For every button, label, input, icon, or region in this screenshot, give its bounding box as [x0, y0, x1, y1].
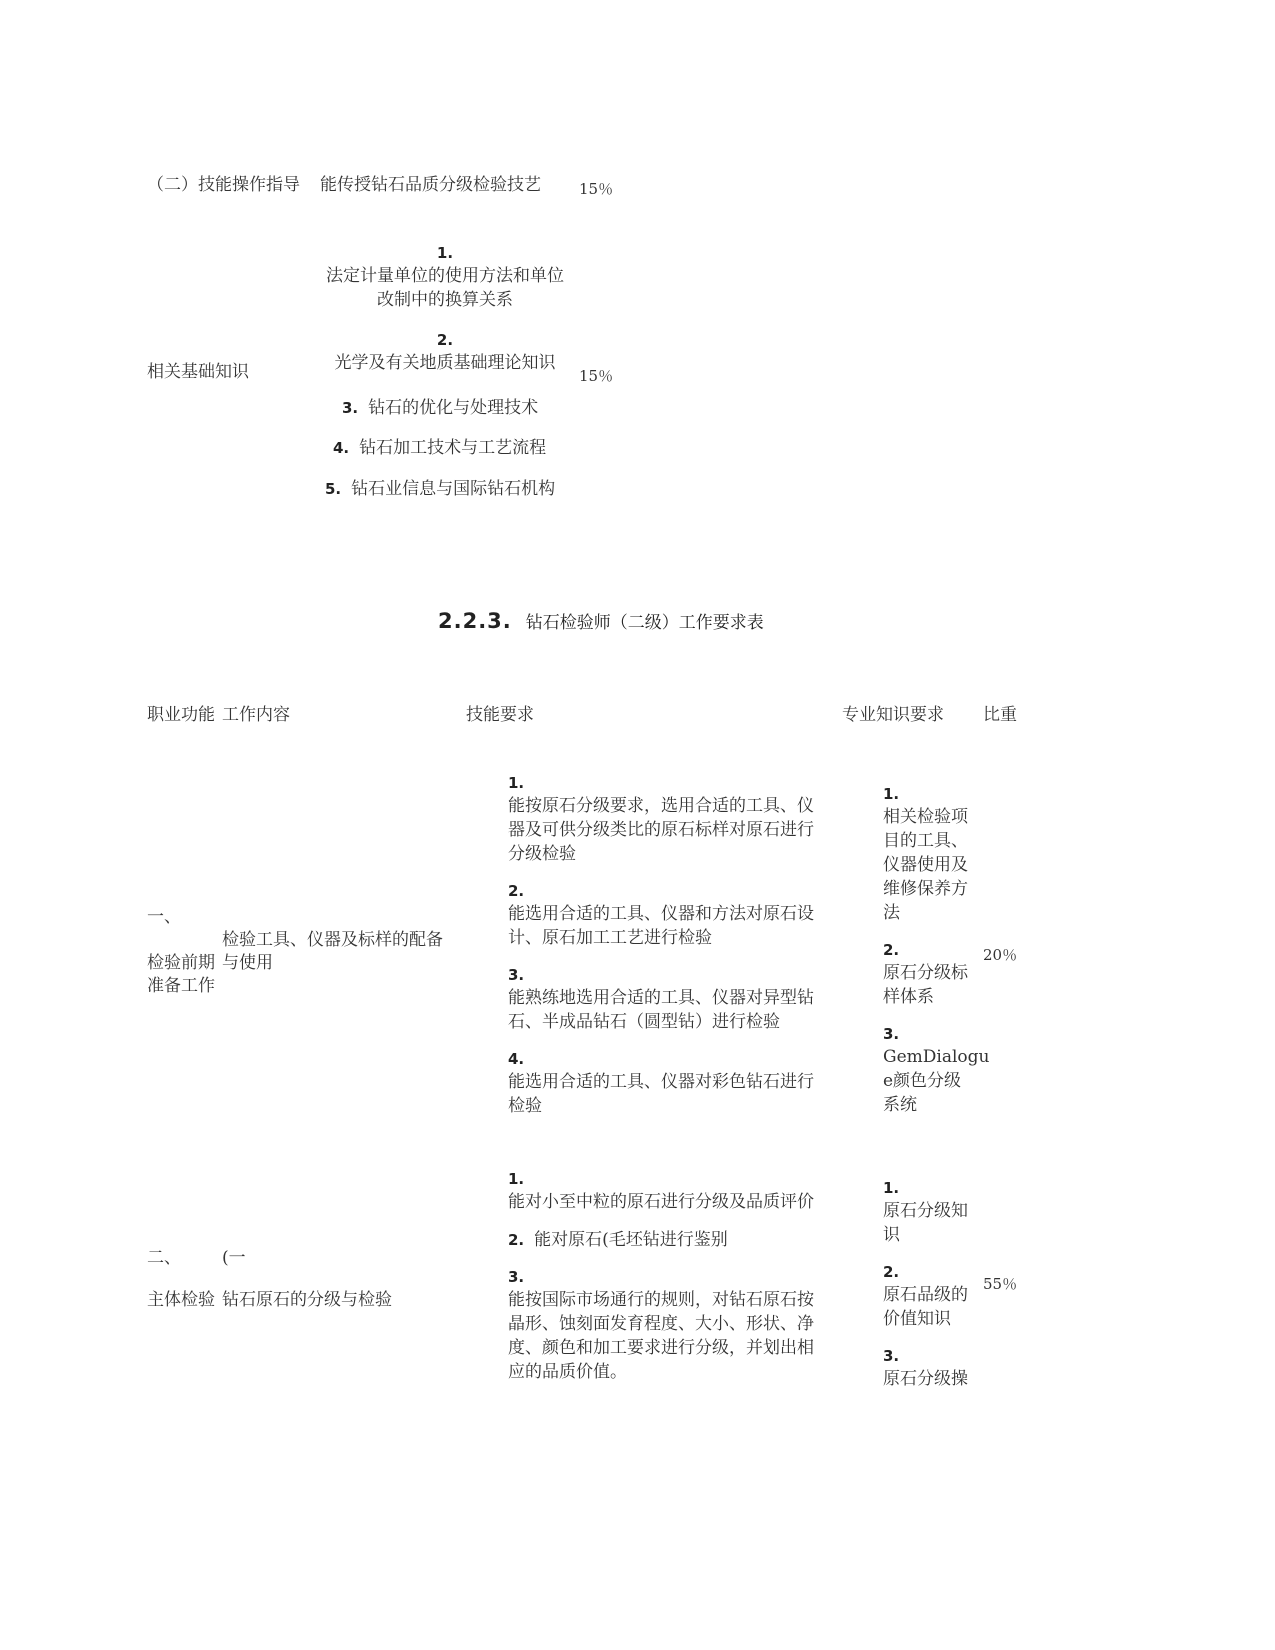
row1-function-line1: 一、	[147, 907, 181, 927]
skill-item	[508, 772, 838, 866]
knowledge-line: 维修保养方	[883, 879, 968, 899]
skill-number: 3.	[508, 966, 525, 984]
skill-line: 器及可供分级类比的原石标样对原石进行	[508, 820, 814, 840]
item-number: 4.	[333, 439, 350, 457]
skill-item	[508, 1048, 838, 1118]
knowledge-line: 原石分级操	[883, 1369, 968, 1389]
top-row1-skill: 能传授钻石品质分级检验技艺	[320, 175, 541, 195]
item-text: 光学及有关地质基础理论知识	[334, 353, 556, 373]
top-row1-weight: 15％	[579, 180, 614, 198]
row2-skills	[508, 1168, 838, 1398]
knowledge-line: 样体系	[883, 987, 934, 1007]
skill-line: 度、颜色和加工要求进行分级，并划出相	[508, 1338, 814, 1358]
knowledge-item	[883, 1345, 983, 1391]
knowledge-item	[883, 783, 983, 925]
knowledge-number: 2.	[883, 941, 900, 959]
row1-content-line1: 检验工具、仪器及标样的配备	[222, 930, 443, 950]
item-text-line1: 法定计量单位的使用方法和单位	[326, 266, 564, 286]
knowledge-line: 相关检验项	[883, 807, 968, 827]
row1-knowledge	[883, 783, 990, 1131]
skill-line: 能选用合适的工具、仪器和方法对原石设	[508, 904, 814, 924]
knowledge-line: 原石品级的	[883, 1285, 968, 1305]
knowledge-line: 识	[883, 1225, 900, 1245]
row1-content-line2: 与使用	[222, 953, 273, 973]
row1-function-line3: 准备工作	[147, 976, 215, 996]
skill-item	[508, 1168, 838, 1214]
row2-content-line1: (一	[222, 1248, 246, 1268]
knowledge-line: 原石分级标	[883, 963, 968, 983]
skill-line: 分级检验	[508, 844, 576, 864]
skill-number: 3.	[508, 1268, 525, 1286]
skill-number: 1.	[508, 774, 525, 792]
row1-weight: 20％	[983, 946, 1018, 964]
skill-line: 能熟练地选用合适的工具、仪器对异型钻	[508, 988, 814, 1008]
skill-line: 检验	[508, 1096, 542, 1116]
skill-line: 能对小至中粒的原石进行分级及品质评价	[508, 1192, 814, 1212]
skill-item	[508, 880, 838, 950]
knowledge-line: 价值知识	[883, 1309, 951, 1329]
top-row2-weight: 15％	[579, 367, 614, 385]
skill-item	[508, 964, 838, 1034]
top-row2-item-5	[325, 474, 555, 499]
header-function: 职业功能	[147, 705, 215, 725]
skill-number: 2.	[508, 882, 525, 900]
row1-function-line2: 检验前期	[147, 953, 215, 973]
header-knowledge: 专业知识要求	[842, 705, 944, 725]
knowledge-line: 仪器使用及	[883, 855, 968, 875]
knowledge-number: 2.	[883, 1263, 900, 1281]
knowledge-line: 系统	[883, 1095, 917, 1115]
skill-line: 应的品质价值。	[508, 1362, 627, 1382]
knowledge-number: 1.	[883, 785, 900, 803]
skill-item	[508, 1228, 838, 1252]
section-number: 2.2.3.	[438, 609, 512, 633]
skill-line: 石、半成品钻石（圆型钻）进行检验	[508, 1012, 780, 1032]
row2-function-line2: 主体检验	[147, 1290, 215, 1310]
top-row2-item-1	[310, 242, 580, 312]
knowledge-number: 3.	[883, 1025, 900, 1043]
item-text-line2: 改制中的换算关系	[377, 290, 513, 310]
knowledge-item	[883, 1261, 983, 1331]
knowledge-number: 3.	[883, 1347, 900, 1365]
knowledge-line: 法	[883, 903, 900, 923]
item-text: 钻石业信息与国际钻石机构	[351, 479, 556, 499]
top-row2-item-3	[342, 393, 538, 418]
top-row2-item-2	[310, 329, 580, 375]
header-content: 工作内容	[222, 705, 290, 725]
row2-knowledge	[883, 1177, 983, 1405]
top-row1-work-content: （二）技能操作指导	[147, 175, 300, 195]
knowledge-line: 原石分级知	[883, 1201, 968, 1221]
skill-line: 能选用合适的工具、仪器对彩色钻石进行	[508, 1072, 814, 1092]
header-skill: 技能要求	[466, 705, 534, 725]
section-title: 钻石检验师（二级）工作要求表	[525, 613, 764, 633]
item-text: 钻石加工技术与工艺流程	[359, 438, 547, 458]
top-row2-title: 相关基础知识	[147, 362, 249, 382]
row2-content-line2: 钻石原石的分级与检验	[222, 1290, 392, 1310]
knowledge-line: e颜色分级	[883, 1071, 962, 1091]
knowledge-item	[883, 939, 983, 1009]
item-number: 1.	[436, 244, 454, 262]
row1-skills	[508, 772, 838, 1132]
row2-weight: 55％	[983, 1275, 1018, 1293]
item-number: 5.	[325, 480, 342, 498]
skill-number: 4.	[508, 1050, 525, 1068]
skill-number: 2.	[508, 1231, 525, 1249]
knowledge-line: 目的工具、	[883, 831, 968, 851]
skill-item	[508, 1266, 838, 1384]
skill-number: 1.	[508, 1170, 525, 1188]
header-weight: 比重	[983, 705, 1017, 725]
skill-line: 计、原石加工工艺进行检验	[508, 928, 712, 948]
skill-line: 晶形、蚀刻面发育程度、大小、形状、净	[508, 1314, 814, 1334]
row2-function-line1: 二、	[147, 1248, 181, 1268]
section-heading	[438, 608, 764, 633]
item-number: 3.	[342, 399, 359, 417]
skill-line: 能按原石分级要求，选用合适的工具、仪	[508, 796, 814, 816]
item-text: 钻石的优化与处理技术	[368, 398, 539, 418]
knowledge-item	[883, 1177, 983, 1247]
skill-line: 能对原石(毛坯钻进行鉴别	[534, 1230, 728, 1250]
skill-line: 能按国际市场通行的规则，对钻石原石按	[508, 1290, 814, 1310]
knowledge-number: 1.	[883, 1179, 900, 1197]
knowledge-line: GemDialogu	[883, 1047, 990, 1067]
top-row2-item-4	[333, 433, 546, 458]
item-number: 2.	[436, 331, 454, 349]
knowledge-item	[883, 1023, 990, 1117]
